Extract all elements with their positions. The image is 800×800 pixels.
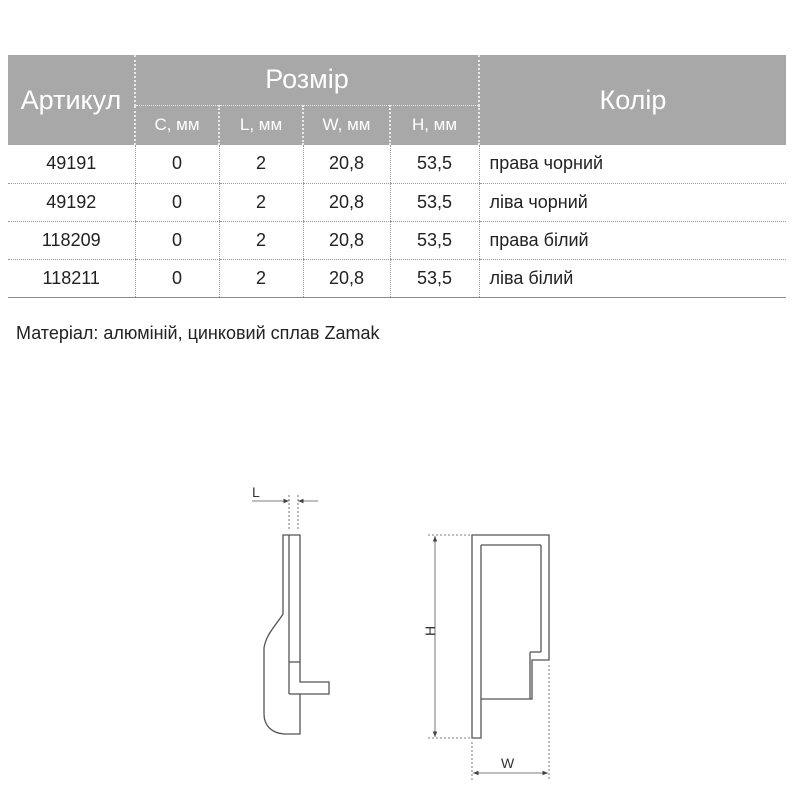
cell-l: 2 — [219, 145, 303, 183]
header-article: Артикул — [8, 55, 135, 145]
header-c: C, мм — [135, 105, 219, 145]
cell-h: 53,5 — [390, 259, 479, 297]
cell-w: 20,8 — [303, 145, 390, 183]
label-l: L — [252, 484, 260, 500]
cell-color: права білий — [479, 221, 786, 259]
material-note: Матеріал: алюміній, цинковий сплав Zamak — [16, 323, 380, 343]
front-view — [472, 535, 549, 738]
dimension-l — [252, 495, 318, 530]
cell-article: 118211 — [8, 259, 135, 297]
cell-h: 53,5 — [390, 145, 479, 183]
cell-color: права чорний — [479, 145, 786, 183]
header-size: Розмір — [135, 55, 479, 105]
label-w: W — [501, 755, 515, 771]
cell-c: 0 — [135, 145, 219, 183]
header-l: L, мм — [219, 105, 303, 145]
cell-color: ліва чорний — [479, 183, 786, 221]
cell-article: 118209 — [8, 221, 135, 259]
cell-w: 20,8 — [303, 259, 390, 297]
cell-color: ліва білий — [479, 259, 786, 297]
cell-l: 2 — [219, 183, 303, 221]
cell-c: 0 — [135, 183, 219, 221]
label-h: H — [422, 625, 438, 636]
cell-l: 2 — [219, 221, 303, 259]
cell-c: 0 — [135, 259, 219, 297]
cell-h: 53,5 — [390, 221, 479, 259]
cell-article: 49192 — [8, 183, 135, 221]
side-view — [264, 535, 329, 734]
cell-w: 20,8 — [303, 183, 390, 221]
cell-c: 0 — [135, 221, 219, 259]
header-color: Колір — [479, 55, 786, 145]
header-h: H, мм — [390, 105, 479, 145]
cell-article: 49191 — [8, 145, 135, 183]
cell-l: 2 — [219, 259, 303, 297]
header-w: W, мм — [303, 105, 390, 145]
cell-w: 20,8 — [303, 221, 390, 259]
cell-h: 53,5 — [390, 183, 479, 221]
